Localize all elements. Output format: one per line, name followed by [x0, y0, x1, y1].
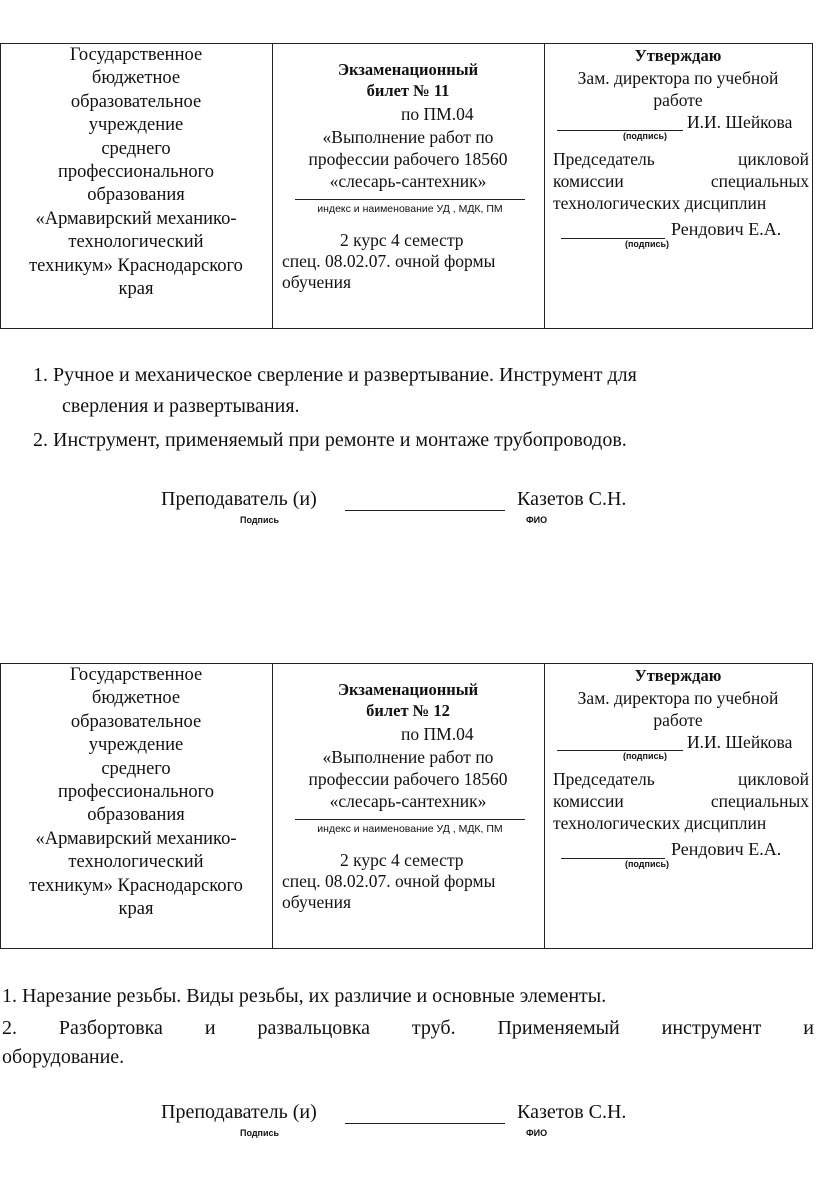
org-line: «Армавирский механико- — [35, 208, 237, 229]
org-line: среднего — [101, 138, 171, 159]
signature-caption: (подпись) — [625, 859, 670, 869]
teacher-name: Казетов С.Н. — [517, 1101, 627, 1123]
ticket-title: Экзаменационный — [337, 680, 479, 699]
chair-title: Председатель цикловой — [553, 769, 809, 789]
signature-line — [345, 1123, 505, 1124]
chair-title: технологических дисциплин — [553, 813, 767, 833]
question-1: 1. Нарезание резьбы. Виды резьбы, их различие и основные элементы. — [2, 985, 607, 1007]
underline — [295, 199, 525, 200]
specialty: спец. 08.02.07. очной формы — [282, 251, 496, 271]
specialty: спец. 08.02.07. очной формы — [282, 871, 496, 891]
teacher-name: Казетов С.Н. — [517, 488, 627, 510]
org-line: «Армавирский механико- — [35, 828, 237, 849]
ticket-title: Экзаменационный — [337, 60, 479, 79]
question-2: 2. Разбортовка и развальцовка труб. Применяемый инструмент и — [2, 1017, 814, 1039]
signature-caption: Подпись — [240, 515, 280, 525]
org-line: образовательное — [70, 91, 202, 112]
chair-name: Рендович Е.А. — [671, 219, 782, 239]
question-2-cont: оборудование. — [2, 1046, 125, 1068]
org-line: бюджетное — [91, 68, 181, 89]
deputy-title: Зам. директора по учебной — [577, 68, 779, 88]
module-title-line: «Выполнение работ по — [322, 127, 494, 147]
deputy-title: работе — [653, 710, 703, 730]
ticket-number: билет № 11 — [366, 81, 450, 100]
index-caption: индекс и наименование УД , МДК, ПМ — [317, 203, 503, 215]
org-line: учреждение — [88, 115, 184, 136]
org-line: техникум» Краснодарского — [29, 875, 243, 896]
ticket-header-table — [0, 43, 813, 329]
org-line: образования — [87, 185, 185, 206]
module-title-line: «слесарь-сантехник» — [329, 791, 487, 811]
org-line: технологический — [68, 232, 204, 253]
module-title-line: профессии рабочего 18560 — [308, 769, 508, 789]
module-code: по ПМ.04 — [401, 724, 474, 744]
fio-caption: ФИО — [526, 1128, 548, 1138]
question-2: 2. Инструмент, применяемый при ремонте и монтаже трубопроводов. — [33, 429, 627, 451]
column-divider — [544, 664, 545, 948]
chair-title: технологических дисциплин — [553, 193, 767, 213]
org-line: профессионального — [57, 782, 215, 803]
org-line: технологический — [68, 852, 204, 873]
index-caption: индекс и наименование УД , МДК, ПМ — [317, 823, 503, 835]
organization-name — [5, 664, 267, 921]
ticket-number: билет № 12 — [366, 701, 450, 720]
deputy-name: И.И. Шейкова — [687, 112, 793, 132]
ticket-header-table — [0, 663, 813, 949]
chair-title: Председатель цикловой — [553, 149, 809, 169]
signature-caption: (подпись) — [625, 239, 670, 249]
module-title-line: «Выполнение работ по — [322, 747, 494, 767]
approve-heading: Утверждаю — [634, 666, 722, 685]
column-divider — [272, 44, 273, 328]
organization-name — [5, 44, 267, 301]
org-line: края — [118, 279, 154, 300]
approve-heading: Утверждаю — [634, 46, 722, 65]
org-line: образования — [87, 805, 185, 826]
question-1-cont: сверления и развертывания. — [62, 395, 300, 417]
question-1: 1. Ручное и механическое сверление и развертывание. Инструмент для — [33, 364, 637, 386]
signature-line — [345, 510, 505, 511]
module-title-line: «слесарь-сантехник» — [329, 171, 487, 191]
column-divider — [272, 664, 273, 948]
chair-title: комиссии специальных — [553, 791, 809, 811]
chair-name: Рендович Е.А. — [671, 839, 782, 859]
org-line: образовательное — [70, 711, 202, 732]
signature-caption: (подпись) — [623, 751, 668, 761]
org-line: техникум» Краснодарского — [29, 255, 243, 276]
fio-caption: ФИО — [526, 515, 548, 525]
module-title-line: профессии рабочего 18560 — [308, 149, 508, 169]
deputy-title: Зам. директора по учебной — [577, 688, 779, 708]
deputy-name: И.И. Шейкова — [687, 732, 793, 752]
course-semester: 2 курс 4 семестр — [340, 850, 464, 870]
deputy-title: работе — [653, 90, 703, 110]
teacher-label: Преподаватель (и) — [161, 488, 317, 510]
org-line: профессионального — [57, 162, 215, 183]
signature-caption: (подпись) — [623, 131, 668, 141]
org-line: края — [118, 899, 154, 920]
study-form: обучения — [282, 272, 352, 292]
teacher-label: Преподаватель (и) — [161, 1101, 317, 1123]
org-line: Государственное — [69, 665, 203, 685]
org-line: бюджетное — [91, 688, 181, 709]
course-semester: 2 курс 4 семестр — [340, 230, 464, 250]
module-code: по ПМ.04 — [401, 104, 474, 124]
underline — [295, 819, 525, 820]
org-line: Государственное — [69, 45, 203, 65]
chair-title: комиссии специальных — [553, 171, 809, 191]
column-divider — [544, 44, 545, 328]
study-form: обучения — [282, 892, 352, 912]
org-line: учреждение — [88, 735, 184, 756]
signature-caption: Подпись — [240, 1128, 280, 1138]
org-line: среднего — [101, 758, 171, 779]
